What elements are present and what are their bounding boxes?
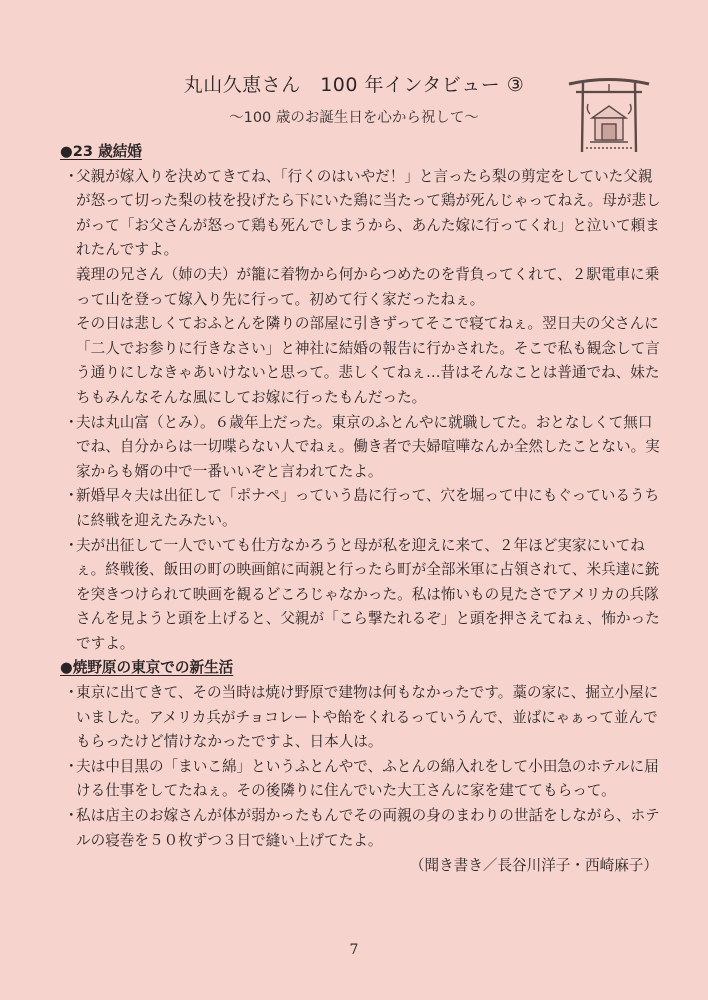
paragraph: 新婚早々夫は出征して「ポナペ」っていう島に行って、穴を堀って中にもぐっているうちに終戦を迎えたみたい。 bbox=[76, 487, 660, 529]
bullet: ・ bbox=[64, 413, 79, 431]
list-item bbox=[62, 411, 662, 485]
article-body bbox=[62, 140, 662, 879]
interview-credit: （聞き書き／長谷川洋子・西崎麻子） bbox=[409, 857, 658, 875]
list-item bbox=[62, 804, 662, 853]
list-item bbox=[62, 484, 662, 533]
bullet: ・ bbox=[64, 487, 79, 505]
section-tokyo-life bbox=[62, 656, 662, 853]
paragraph: その日は悲しくておふとんを隣りの部屋に引きずってそこで寝てねぇ。翌日夫の父さんに「二人でお参りに行きなさい」と神社に結婚の報告に行かされた。そこで私も観念して言う通りにしなきゃあいけないと思って。悲しくてねぇ…昔はそんなことは普通でね、妹たちもみんなそんな風にしてお嫁に行ったもんだった。 bbox=[76, 315, 660, 406]
section-marriage bbox=[62, 140, 662, 656]
paragraph: 夫は中目黒の「まいこ綿」というふとんやで、ふとんの綿入れをして小田急のホテルに届ける仕事をしてたねぇ。その後隣りに住んでいた大工さんに家を建ててもらって。 bbox=[76, 757, 659, 800]
page-number: 7 bbox=[349, 942, 359, 958]
list-item bbox=[62, 681, 662, 755]
paragraph: 私は店主のお嫁さんが体が弱かったもんでその両親の身のまわりの世話をしながら、ホテルの寝巻を５０枚ずつ３日で縫い上げてたよ。 bbox=[76, 807, 660, 849]
page-title: 丸山久恵さん 100 年インタビュー ③ bbox=[183, 74, 525, 96]
paragraph: 夫は丸山富（とみ）。６歳年上だった。東京のふとんやに就職してた。おとなしくて無口でね、自分からは一切喋らない人でねぇ。働き者で夫婦喧嘩なんか全然したことない。実家からも婿の中で一番いいぞと言われてたよ。 bbox=[76, 413, 660, 480]
list-item bbox=[62, 165, 662, 411]
section-heading: ●23 歳結婚 bbox=[60, 143, 142, 160]
bullet: ・ bbox=[64, 536, 79, 554]
paragraph: 東京に出てきて、その当時は焼け野原で建物は何もなかったです。藁の家に、掘立小屋にいました。アメリカ兵がチョコレートや飴をくれるっていうんで、並ばにゃぁって並んでもらったけど情けなかったですよ、日本人は。 bbox=[76, 684, 659, 751]
bullet: ・ bbox=[64, 684, 79, 702]
paragraph: 夫が出征して一人でいても仕方なかろうと母が私を迎えに来て、２年ほど実家にいてねぇ。終戦後、飯田の町の映画館に両親と行ったら町が全部米軍に占領されて、米兵達に銃を突きつけられて映画を観るどころじゃなかった。私は怖いもの見たさでアメリカの兵隊さんを見ようと頭を上げると、父親が「こら撃たれるぞ」と頭を押さえてねぇ、怖かったですよ。 bbox=[76, 536, 660, 652]
list-item bbox=[62, 534, 662, 657]
page-subtitle: 〜100 歳のお誕生日を心から祝して〜 bbox=[229, 110, 479, 126]
bullet: ・ bbox=[64, 167, 79, 185]
bullet: ・ bbox=[64, 757, 79, 775]
section-heading: ●焼野原の東京での新生活 bbox=[60, 659, 234, 677]
list-item bbox=[62, 755, 662, 804]
bullet: ・ bbox=[64, 807, 79, 825]
paragraph: 義理の兄さん（姉の夫）が籠に着物から何からつめたのを背負ってくれて、２駅電車に乗って山を登って嫁入り先に行って。初めて行く家だったねぇ。 bbox=[76, 265, 660, 308]
paragraph: 父親が嫁入りを決めてきてね、「行くのはいやだ！」と言ったら梨の剪定をしていた父親が怒って切った梨の枝を投げたら下にいた鶏に当たって鶏が死んじゃってねえ。母が悲しがって「お父さんが怒って鶏も死んでしまうから、あんた嫁に行ってくれ」と泣いて頼まれたんですよ。 bbox=[76, 167, 661, 259]
